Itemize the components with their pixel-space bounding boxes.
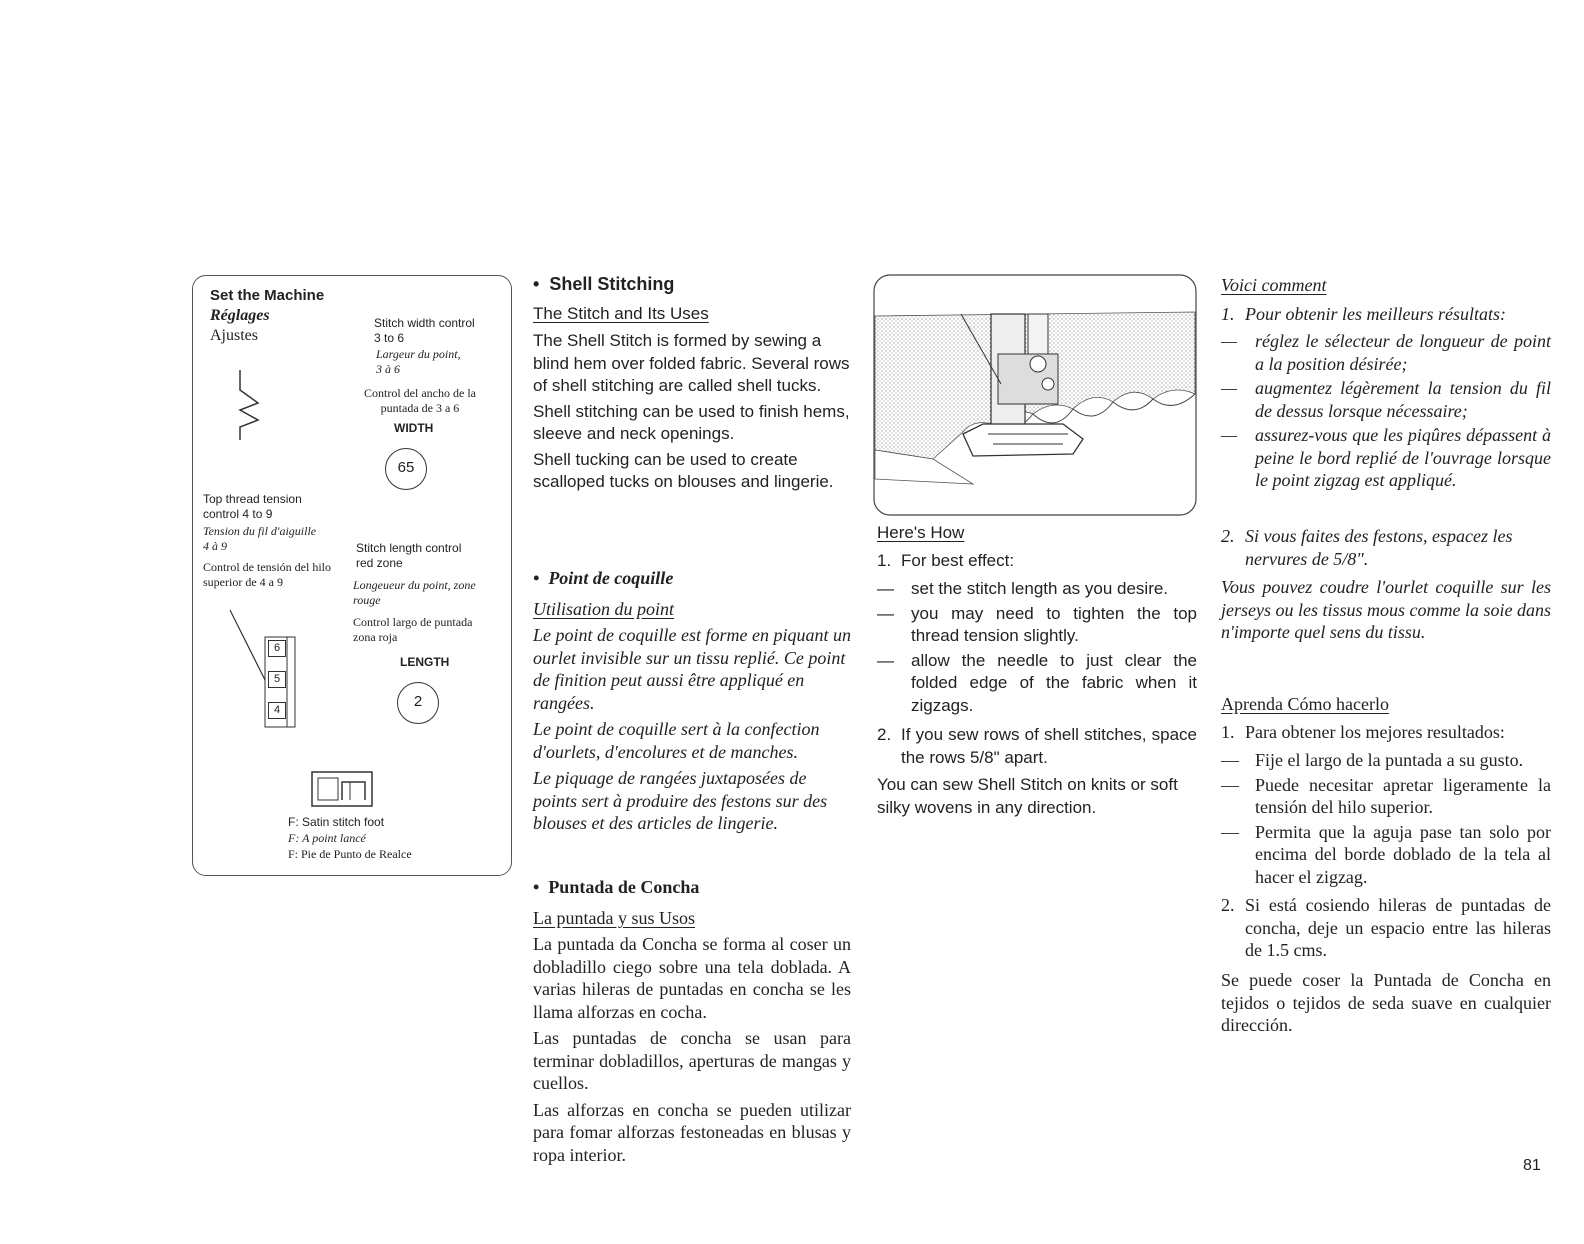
width-es: Control del ancho de la puntada de 3 a 6 <box>364 386 476 415</box>
tension-fr: Tension du fil d'aiguille 4 à 9 <box>203 524 317 553</box>
satin-foot-icon <box>310 770 375 810</box>
step-2-fr: 2. Si vous faites des festons, espacez les nervures de 5/8". <box>1221 526 1513 569</box>
step-2-es: 2. Si está cosiendo hileras de puntadas de concha, deje un espacio entre las hileras de 1.5 cms. <box>1221 895 1551 960</box>
heading-shell-stitching: • Shell Stitching <box>533 274 675 294</box>
settings-title-fr: Réglages <box>210 307 270 324</box>
length-dial: 2 <box>397 682 439 724</box>
width-label: WIDTH <box>394 421 434 435</box>
dash-list-es: — Fije el largo de la puntada a su gusto. — Puede necesitar apretar ligeramente la tensión del hilo superior. — Permita que la aguja pase tan solo por encima del borde doblado de la tela al hacer el zigzag. <box>1221 750 1551 887</box>
blind-stitch-icon <box>228 365 268 445</box>
heading-point-de-coquille: • Point de coquille <box>533 568 674 588</box>
step-1-es: 1. Para obtener los mejores resultados: <box>1221 722 1505 742</box>
heading-puntada-de-concha: • Puntada de Concha <box>533 877 700 897</box>
dash-list-fr: — réglez le sélecteur de longueur de point a la position désirée; — augmentez légèrement la tension du fil de dessus lorsque nécessaire; — assurez-vous que les piqûres dépassent à peine le bord replié de l'ouvrage lorsque le point zigzag est appliqué. <box>1221 331 1551 490</box>
note-en: You can sew Shell Stitch on knits or soft silky wovens in any direction. <box>877 775 1178 817</box>
tension-dial-icon <box>225 610 305 730</box>
paragraphs-es: La puntada da Concha se forma al coser un dobladillo ciego sobre una tela doblada. A varias hileras de puntadas en concha se les llama alforzas en cocha. Las puntadas de concha se usan para terminar dobladillos, aperturas de mangas y cuellos. Las alforzas en concha se pueden utilizar para fomar alforzas festoneadas en blusas y ropa interior. <box>533 934 851 1165</box>
width-dial: 65 <box>385 448 427 490</box>
tension-es: Control de tensión del hilo superior de 4 a 9 <box>203 560 331 589</box>
tension-en: Top thread tension control 4 to 9 <box>203 492 302 521</box>
length-es: Control largo de puntada zona roja <box>353 615 473 644</box>
dash-list-en: — set the stitch length as you desire. — you may need to tighten the top thread tension slightly. — allow the needle to just clear the folded edge of the fabric when it zigzags. <box>877 579 1197 715</box>
width-en: Stitch width control 3 to 6 <box>374 316 475 345</box>
page-number: 81 <box>1523 1157 1541 1174</box>
foot-es: F: Pie de Punto de Realce <box>288 847 412 861</box>
step-1-fr: 1. Pour obtenir les meilleurs résultats: <box>1221 304 1506 324</box>
paragraphs-fr: Le point de coquille est forme en piquant un ourlet invisible sur un tissu replié. Ce point de finition peut aussi être appliqué en rangées. Le point de coquille sert à la confection d'ourlets, d'encolures et de manches. Le piquage de rangées juxtaposées de points sert à produire des festons sur des blouses et des articles de lingerie. <box>533 625 851 833</box>
settings-title: Set the Machine <box>210 287 325 304</box>
length-label: LENGTH <box>400 655 450 669</box>
subheading-utilisation: Utilisation du point <box>533 599 675 619</box>
heading-aprenda: Aprenda Cómo hacerlo <box>1221 694 1389 714</box>
settings-title-es: Ajustes <box>210 327 258 344</box>
foot-en: F: Satin stitch foot <box>288 815 385 829</box>
note-fr: Vous pouvez coudre l'ourlet coquille sur les jerseys ou les tissus mous comme la soie dans n'importe quel sens du tissu. <box>1221 577 1551 642</box>
subheading-stitch-uses: The Stitch and Its Uses <box>533 304 709 323</box>
paragraphs-en: The Shell Stitch is formed by sewing a blind hem over folded fabric. Several rows of shell stitching are called shell tucks. Shell stitching can be used to finish hems, sleeve and neck openings. Shell tucking can be used to create scalloped tucks on blouses and lingerie. <box>533 331 850 491</box>
length-en: Stitch length control red zone <box>356 541 462 570</box>
width-fr: Largeur du point, 3 à 6 <box>376 347 461 376</box>
sewing-foot-illustration <box>873 274 1197 516</box>
heading-heres-how: Here's How <box>877 523 965 542</box>
foot-fr: F: A point lancé <box>288 831 366 845</box>
step-1: 1. For best effect: <box>877 551 1015 570</box>
heading-voici-comment: Voici comment <box>1221 275 1327 295</box>
tension-values: 6 5 4 <box>268 640 286 719</box>
note-es: Se puede coser la Puntada de Concha en tejidos o tejidos de seda suave en cualquier dirección. <box>1221 970 1551 1035</box>
length-fr: Longeueur du point, zone rouge <box>353 578 476 607</box>
step-2: 2. If you sew rows of shell stitches, space the rows 5/8" apart. <box>877 725 1197 767</box>
subheading-puntada-usos: La puntada y sus Usos <box>533 908 695 928</box>
